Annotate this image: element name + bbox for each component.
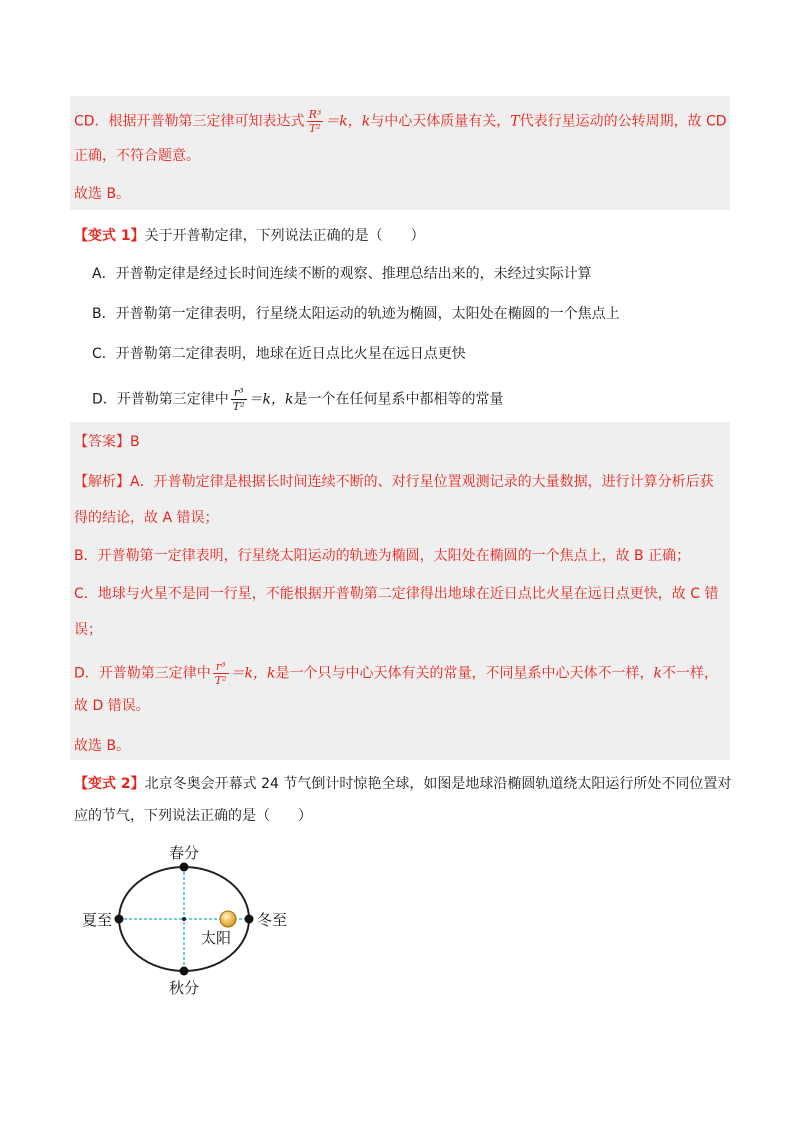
option-b: B．开普勒第一定律表明，行星绕太阳运动的轨迹为椭圆，太阳处在椭圆的一个焦点上 — [92, 306, 620, 322]
fraction — [231, 386, 247, 413]
text-segment: 是一个在任何星系中都相等的常量 — [293, 391, 504, 408]
analysis-a-line1: 【解析】A．开普勒定律是根据长时间连续不断的、对行星位置观测记录的大量数据，进行计算分析后获 — [74, 474, 714, 490]
label-winter-solstice: 冬至 — [257, 911, 288, 929]
earth-bottom-dot — [180, 967, 189, 976]
sun-icon — [220, 911, 236, 927]
orbit-diagram — [70, 840, 310, 1010]
fraction — [213, 660, 229, 687]
analysis-conclusion: 故选 B。 — [74, 738, 131, 754]
fraction-denominator: T² — [309, 122, 321, 135]
fraction-numerator: r³ — [213, 660, 229, 674]
symbol-k: k — [361, 113, 371, 130]
variant2-question-line2: 应的节气，下列说法正确的是（ ） — [74, 808, 312, 824]
fraction-numerator: r³ — [231, 386, 247, 400]
symbol-k: k — [653, 665, 662, 682]
label-autumn-equinox: 秋分 — [168, 979, 200, 997]
symbol-T: T — [510, 113, 520, 130]
variant-tag: 【变式 2】 — [74, 776, 145, 792]
variant2-question-line1 — [74, 774, 731, 794]
question-text: 关于开普勒定律，下列说法正确的是（ ） — [144, 228, 425, 244]
text-segment: CD．根据开普勒第三定律可知表达式 — [74, 113, 305, 130]
analysis-c-line2: 误； — [74, 622, 102, 638]
answer-label: 【答案】B — [74, 434, 140, 450]
earth-top-dot — [180, 863, 189, 872]
equation-tail: ＝k， — [230, 665, 268, 682]
analysis-d-line2: 故 D 错误。 — [74, 698, 150, 714]
ellipse-center-dot — [182, 917, 186, 921]
text-segment: D．开普勒第三定律中 — [92, 391, 229, 408]
label-sun: 太阳 — [200, 929, 232, 947]
text-segment: 不一样， — [661, 665, 718, 682]
analysis-a-line2: 得的结论，故 A 错误； — [74, 510, 219, 526]
option-d — [92, 386, 504, 413]
fraction-denominator: T² — [232, 400, 245, 413]
equation-tail: ＝k， — [248, 391, 286, 408]
prev-answer-line2: 正确，不符合题意。 — [74, 148, 200, 164]
prev-answer-line3: 故选 B。 — [74, 186, 131, 202]
text-segment: 代表行星运动的公转周期，故 CD — [519, 113, 727, 130]
symbol-k: k — [267, 665, 276, 682]
analysis-d-line1 — [74, 660, 718, 687]
symbol-k: k — [285, 391, 294, 408]
text-segment: D．开普勒第三定律中 — [74, 665, 211, 682]
text-segment: 是一个只与中心天体有关的常量，不同星系中心天体不一样， — [275, 665, 654, 682]
fraction-numerator: R³ — [308, 108, 322, 121]
prev-answer-line1 — [74, 108, 727, 135]
option-c: C．开普勒第二定律表明，地球在近日点比火星在远日点更快 — [92, 346, 466, 362]
label-summer-solstice: 夏至 — [81, 911, 112, 929]
question-text: 北京冬奥会开幕式 24 节气倒计时惊艳全球，如图是地球沿椭圆轨道绕太阳运行所处不同位置对 — [144, 776, 732, 792]
option-a: A．开普勒定律是经过长时间连续不断的观察、推理总结出来的，未经过实际计算 — [92, 266, 592, 282]
analysis-c-line1: C．地球与火星不是同一行星，不能根据开普勒第二定律得出地球在近日点比火星在远日点更快，故 C 错 — [74, 586, 719, 602]
earth-left-dot — [115, 915, 124, 924]
fraction — [307, 108, 324, 135]
variant-tag: 【变式 1】 — [74, 228, 145, 244]
variant1-question — [74, 226, 425, 246]
equation-tail: ＝k， — [325, 113, 362, 130]
earth-right-dot — [245, 915, 254, 924]
text-segment: 与中心天体质量有关， — [370, 113, 511, 130]
fraction-denominator: T² — [214, 674, 227, 687]
analysis-b: B．开普勒第一定律表明，行星绕太阳运动的轨迹为椭圆，太阳处在椭圆的一个焦点上，故 B 正确； — [74, 548, 691, 564]
label-spring-equinox: 春分 — [168, 844, 200, 862]
